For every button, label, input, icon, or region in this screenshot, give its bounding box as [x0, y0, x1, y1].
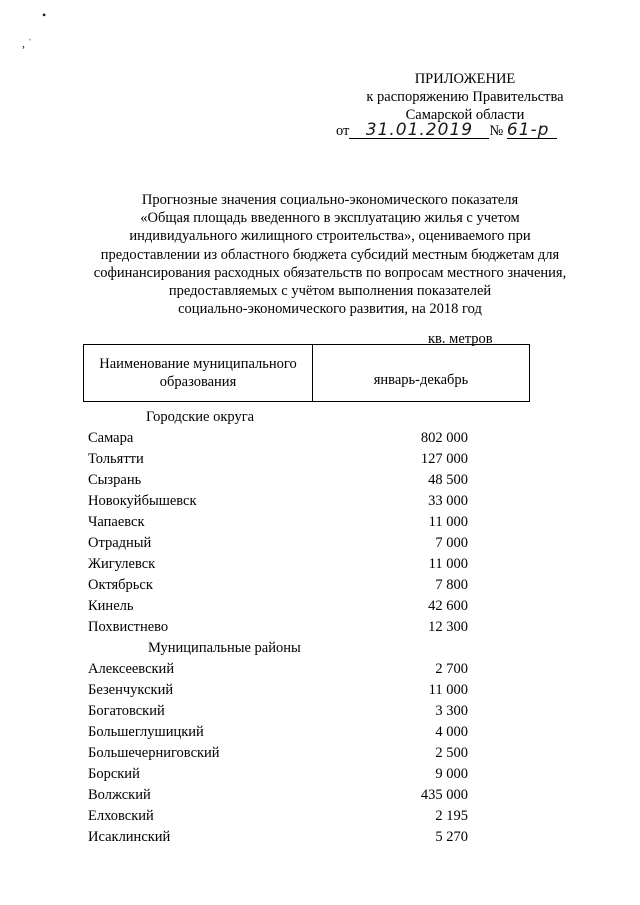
municipality-name: Исаклинский — [88, 829, 171, 845]
table-row — [88, 598, 468, 619]
municipality-name: Отрадный — [88, 535, 152, 551]
area-value: 435 000 — [420, 787, 468, 803]
table-row — [88, 787, 468, 808]
table-row — [88, 556, 468, 577]
table-row — [88, 514, 468, 535]
section-heading: Городские округа — [146, 409, 255, 425]
table-row — [88, 493, 468, 514]
municipality-name: Богатовский — [88, 703, 165, 719]
area-value: 2 500 — [435, 745, 468, 761]
area-value: 48 500 — [428, 472, 468, 488]
document-title — [80, 191, 580, 318]
title-line: «Общая площадь введенного в эксплуатацию жилья с учетом — [140, 210, 520, 227]
order-line — [336, 122, 557, 140]
area-value: 7 800 — [435, 577, 468, 593]
table-row — [88, 661, 468, 682]
table-row — [88, 682, 468, 703]
area-value: 42 600 — [428, 598, 468, 614]
table-row — [88, 535, 468, 556]
municipality-name: Алексеевский — [88, 661, 175, 677]
title-line: Прогнозные значения социально-экономического показателя — [141, 192, 519, 208]
area-value: 5 270 — [435, 829, 468, 845]
area-value: 802 000 — [420, 430, 468, 446]
appendix-ref: к распоряжению Правительства — [366, 89, 564, 105]
area-value: 4 000 — [435, 724, 468, 740]
municipality-name: Октябрьск — [88, 577, 153, 593]
scan-speck: • — [42, 8, 47, 22]
area-value: 33 000 — [428, 493, 468, 509]
table-row — [88, 745, 468, 766]
section-heading: Муниципальные районы — [148, 640, 301, 656]
municipality-name: Самара — [88, 430, 134, 446]
scan-speck: , ˈ — [22, 36, 32, 50]
header-period: январь-декабрь — [313, 345, 530, 402]
area-value: 11 000 — [428, 514, 468, 530]
municipality-name: Сызрань — [88, 472, 142, 488]
area-value: 3 300 — [435, 703, 468, 719]
area-value: 2 195 — [435, 808, 468, 824]
title-line: предоставляемых с учётом выполнения показателей — [168, 283, 492, 300]
order-from-label: от — [336, 123, 350, 139]
header-municipality — [84, 345, 313, 402]
municipality-name: Чапаевск — [88, 514, 145, 530]
table-row — [88, 472, 468, 493]
table-row — [88, 703, 468, 724]
table-row — [88, 430, 468, 451]
municipality-name: Большеглушицкий — [88, 724, 204, 740]
table-row — [88, 808, 468, 829]
order-date: 31.01.2019 — [349, 122, 489, 139]
appendix-block — [300, 70, 630, 124]
table-header — [83, 344, 530, 402]
municipality-name: Волжский — [88, 787, 151, 803]
table-row — [88, 451, 468, 472]
title-line: индивидуального жилищного строительства», оцениваемого при — [129, 228, 531, 245]
title-line: предоставлении из областного бюджета субсидий местным бюджетам для — [100, 246, 560, 263]
table-row — [88, 619, 468, 640]
table-row — [88, 724, 468, 745]
header-municipality-line1: Наименование муниципального — [99, 356, 297, 372]
area-value: 2 700 — [435, 661, 468, 677]
units-label: кв. метров — [428, 331, 493, 347]
area-value: 7 000 — [435, 535, 468, 551]
order-number: 61-р — [507, 122, 557, 139]
title-line: софинансирования расходных обязательств по вопросам местного значения, — [93, 264, 567, 281]
area-value: 127 000 — [420, 451, 468, 467]
municipality-name: Жигулевск — [88, 556, 156, 572]
municipality-name: Борский — [88, 766, 140, 782]
table-row — [88, 829, 468, 850]
order-number-label: № — [489, 123, 504, 139]
municipality-name: Тольятти — [88, 451, 144, 467]
area-value: 11 000 — [428, 556, 468, 572]
area-value: 12 300 — [428, 619, 468, 635]
area-value: 9 000 — [435, 766, 468, 782]
municipality-name: Похвистнево — [88, 619, 169, 635]
appendix-region: Самарской области — [405, 107, 525, 123]
title-line: социально-экономического развития, на 2018 год — [178, 301, 482, 318]
appendix-title: ПРИЛОЖЕНИЕ — [414, 71, 516, 87]
table-row — [88, 577, 468, 598]
municipality-name: Елховский — [88, 808, 154, 824]
municipality-name: Кинель — [88, 598, 134, 614]
municipality-name: Новокуйбышевск — [88, 493, 197, 509]
table-row — [88, 766, 468, 787]
municipality-name: Безенчукский — [88, 682, 174, 698]
header-municipality-line2: образования — [159, 374, 237, 390]
area-value: 11 000 — [428, 682, 468, 698]
municipality-name: Большечерниговский — [88, 745, 220, 761]
